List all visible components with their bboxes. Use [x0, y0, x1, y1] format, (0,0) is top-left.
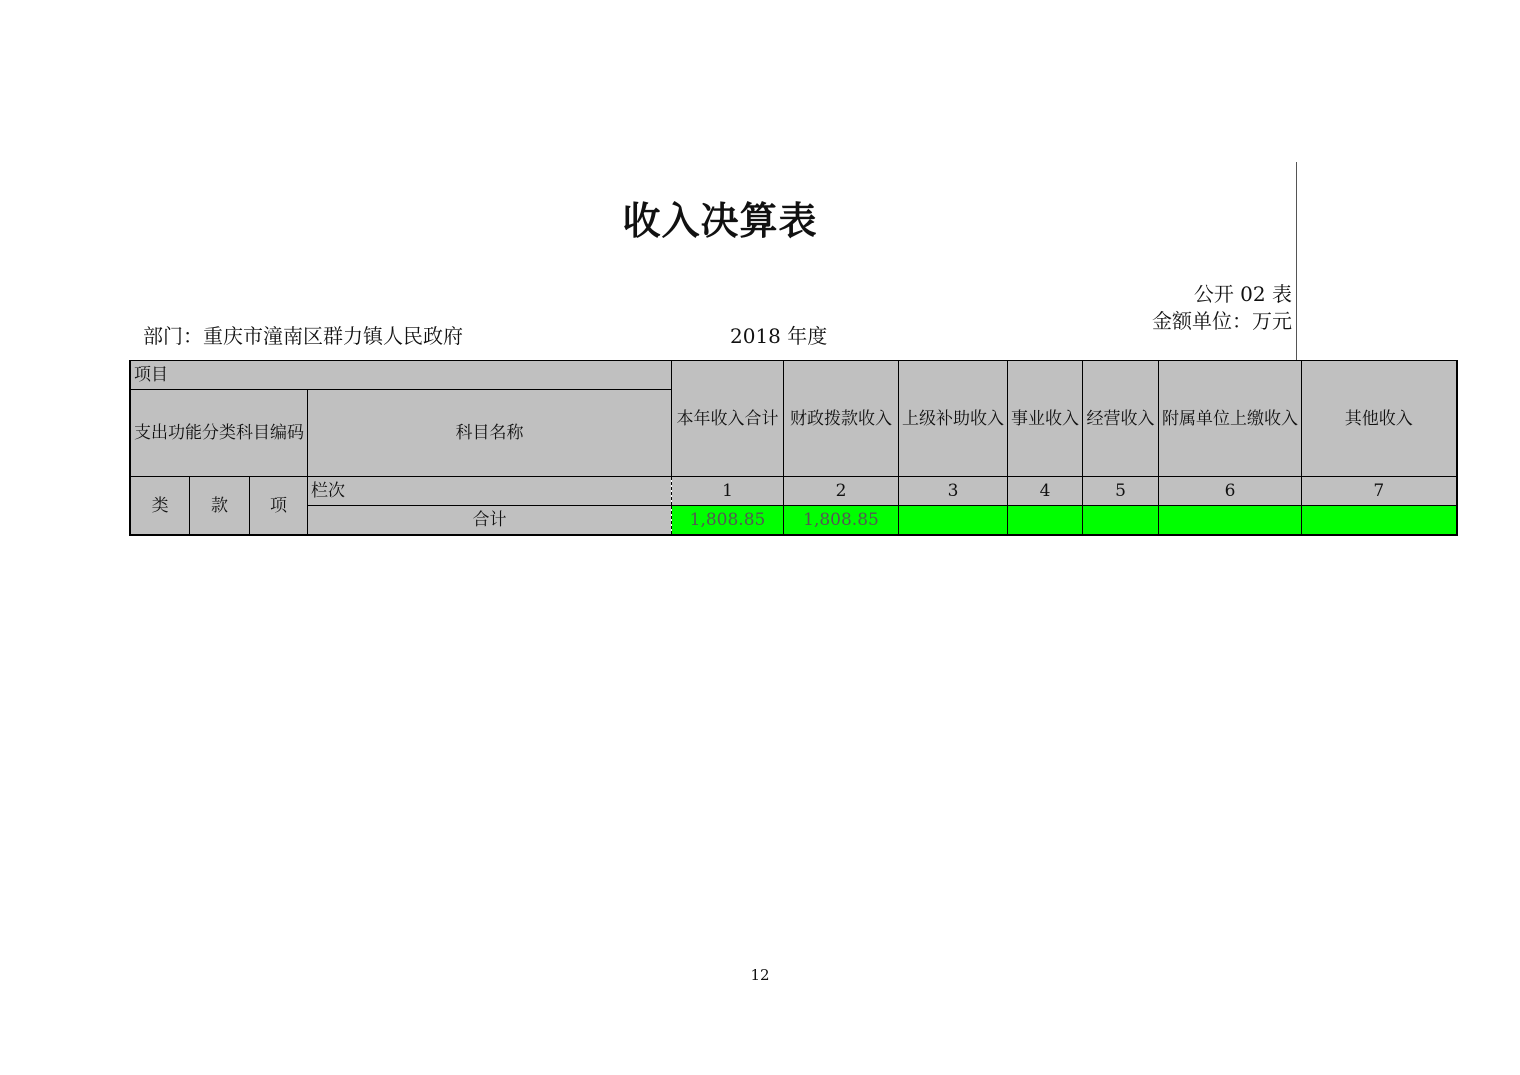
- header-name-label: 科目名称: [308, 390, 672, 477]
- header-col-6: 附属单位上缴收入: [1159, 361, 1302, 477]
- total-value-6: [1159, 506, 1302, 536]
- page-number: 12: [750, 966, 770, 984]
- header-col-1: 本年收入合计: [672, 361, 784, 477]
- header-lei: 类: [130, 477, 190, 536]
- income-table: [129, 360, 1458, 536]
- col-number-1: 1: [672, 477, 784, 506]
- total-value-3: [899, 506, 1008, 536]
- total-value-5: [1083, 506, 1159, 536]
- department-label: 部门：重庆市潼南区群力镇人民政府: [143, 324, 463, 348]
- total-value-4: [1008, 506, 1083, 536]
- page-title: 收入决算表: [622, 199, 818, 243]
- margin-line: [1296, 162, 1297, 362]
- header-row-lanci: [130, 477, 1457, 506]
- header-xiang: 项: [249, 477, 307, 536]
- total-label: 合计: [308, 506, 672, 536]
- col-number-2: 2: [784, 477, 899, 506]
- fiscal-year: 2018 年度: [730, 324, 828, 348]
- form-number: 公开 02 表: [1193, 282, 1292, 306]
- header-row-project: [130, 361, 1457, 390]
- header-lanci: 栏次: [308, 477, 672, 506]
- header-col-7: 其他收入: [1302, 361, 1457, 477]
- amount-unit: 金额单位：万元: [1152, 309, 1292, 333]
- header-col-2: 财政拨款收入: [784, 361, 899, 477]
- header-code-label: 支出功能分类科目编码: [130, 390, 308, 477]
- col-number-5: 5: [1083, 477, 1159, 506]
- header-col-5: 经营收入: [1083, 361, 1159, 477]
- header-project: 项目: [130, 361, 672, 390]
- total-value-2: 1,808.85: [784, 506, 899, 536]
- total-value-7: [1302, 506, 1457, 536]
- col-number-4: 4: [1008, 477, 1083, 506]
- total-value-1: 1,808.85: [672, 506, 784, 536]
- total-row: [130, 506, 1457, 536]
- col-number-6: 6: [1159, 477, 1302, 506]
- col-number-3: 3: [899, 477, 1008, 506]
- header-col-4: 事业收入: [1008, 361, 1083, 477]
- header-col-3: 上级补助收入: [899, 361, 1008, 477]
- header-kuan: 款: [190, 477, 250, 536]
- col-number-7: 7: [1302, 477, 1457, 506]
